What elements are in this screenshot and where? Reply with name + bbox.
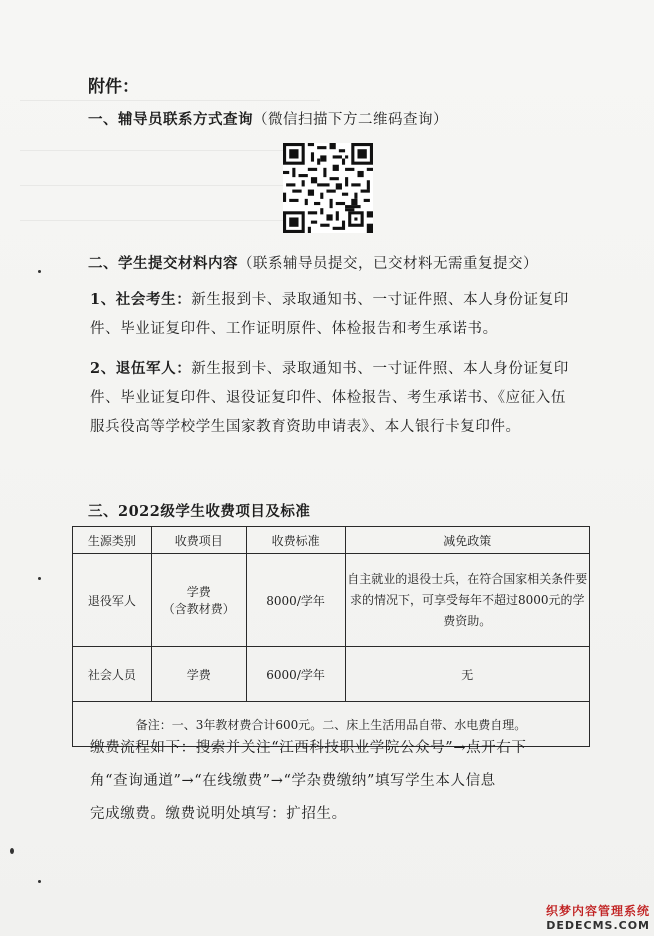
item1-label: 1、社会考生： xyxy=(90,291,192,308)
cell-item xyxy=(151,554,246,647)
header-standard: 收费标准 xyxy=(246,527,345,554)
bleed-through-line xyxy=(20,150,320,151)
watermark-cn: 织梦内容管理系统 xyxy=(545,904,650,918)
bleed-through-line xyxy=(20,185,320,186)
item2-text: 新生报到卡、录取通知书、一寸证件照、本人身份证复印件、毕业证复印件、退役证复印件、体检报告、考生承诺书、《应征入伍服兵役高等学校学生国家教育资助申请表》、本人银行卡复印件。 xyxy=(90,361,569,435)
attachment-title: 附件： xyxy=(88,77,139,97)
section2-note: （联系辅导员提交，已交材料无需重复提交） xyxy=(238,256,538,272)
cell-standard: 6000/学年 xyxy=(246,647,345,702)
table-header-row xyxy=(73,527,590,554)
payment-process xyxy=(90,732,590,831)
section2-item1 xyxy=(90,285,580,344)
cell-policy: 自主就业的退役士兵，在符合国家相关条件要求的情况下，可享受每年不超过8000元的学费资助。 xyxy=(345,554,590,647)
section3-title: 三、2022级学生收费项目及标准 xyxy=(88,503,311,520)
section3-heading xyxy=(88,500,310,521)
cell-item-line2: （含教材费） xyxy=(162,602,235,616)
cell-item-line1: 学费 xyxy=(186,585,211,599)
payment-line3: 完成缴费。缴费说明处填写：扩招生。 xyxy=(90,806,347,822)
watermark-en: DEDECMS.COM xyxy=(546,919,650,932)
scan-speck xyxy=(10,848,14,854)
scan-speck xyxy=(38,270,41,273)
header-category: 生源类别 xyxy=(73,527,152,554)
cell-standard: 8000/学年 xyxy=(246,554,345,647)
cell-policy: 无 xyxy=(345,647,590,702)
bleed-through-line xyxy=(20,100,320,101)
scan-speck xyxy=(38,880,41,883)
payment-line2: 角“查询通道”→“在线缴费”→“学杂费缴纳”填写学生本人信息 xyxy=(90,773,496,789)
item1-text: 新生报到卡、录取通知书、一寸证件照、本人身份证复印件、毕业证复印件、工作证明原件、体检报告和考生承诺书。 xyxy=(90,292,569,337)
item2-label: 2、退伍军人： xyxy=(90,360,192,377)
fee-table xyxy=(72,526,590,747)
cell-category: 社会人员 xyxy=(73,647,152,702)
section2-item2 xyxy=(90,354,580,442)
section2-title: 二、学生提交材料内容 xyxy=(88,255,238,272)
watermark xyxy=(546,902,650,932)
payment-line1: 缴费流程如下：搜索并关注“江西科技职业学院公众号”→点开右下 xyxy=(90,740,527,756)
header-item: 收费项目 xyxy=(151,527,246,554)
scan-speck xyxy=(38,577,41,580)
section1-title: 一、辅导员联系方式查询 xyxy=(88,111,253,128)
section1-note: （微信扫描下方二维码查询） xyxy=(253,112,448,128)
qr-code-icon xyxy=(283,143,373,233)
cell-item: 学费 xyxy=(151,647,246,702)
table-row xyxy=(73,647,590,702)
bleed-through-line xyxy=(20,220,320,221)
section1-heading xyxy=(88,108,448,129)
cell-category: 退役军人 xyxy=(73,554,152,647)
header-policy: 减免政策 xyxy=(345,527,590,554)
section2-heading xyxy=(88,252,538,273)
table-row xyxy=(73,554,590,647)
table-remark: 备注：一、3年教材费合计600元。二、床上生活用品自带、水电费自理。 xyxy=(73,702,590,747)
